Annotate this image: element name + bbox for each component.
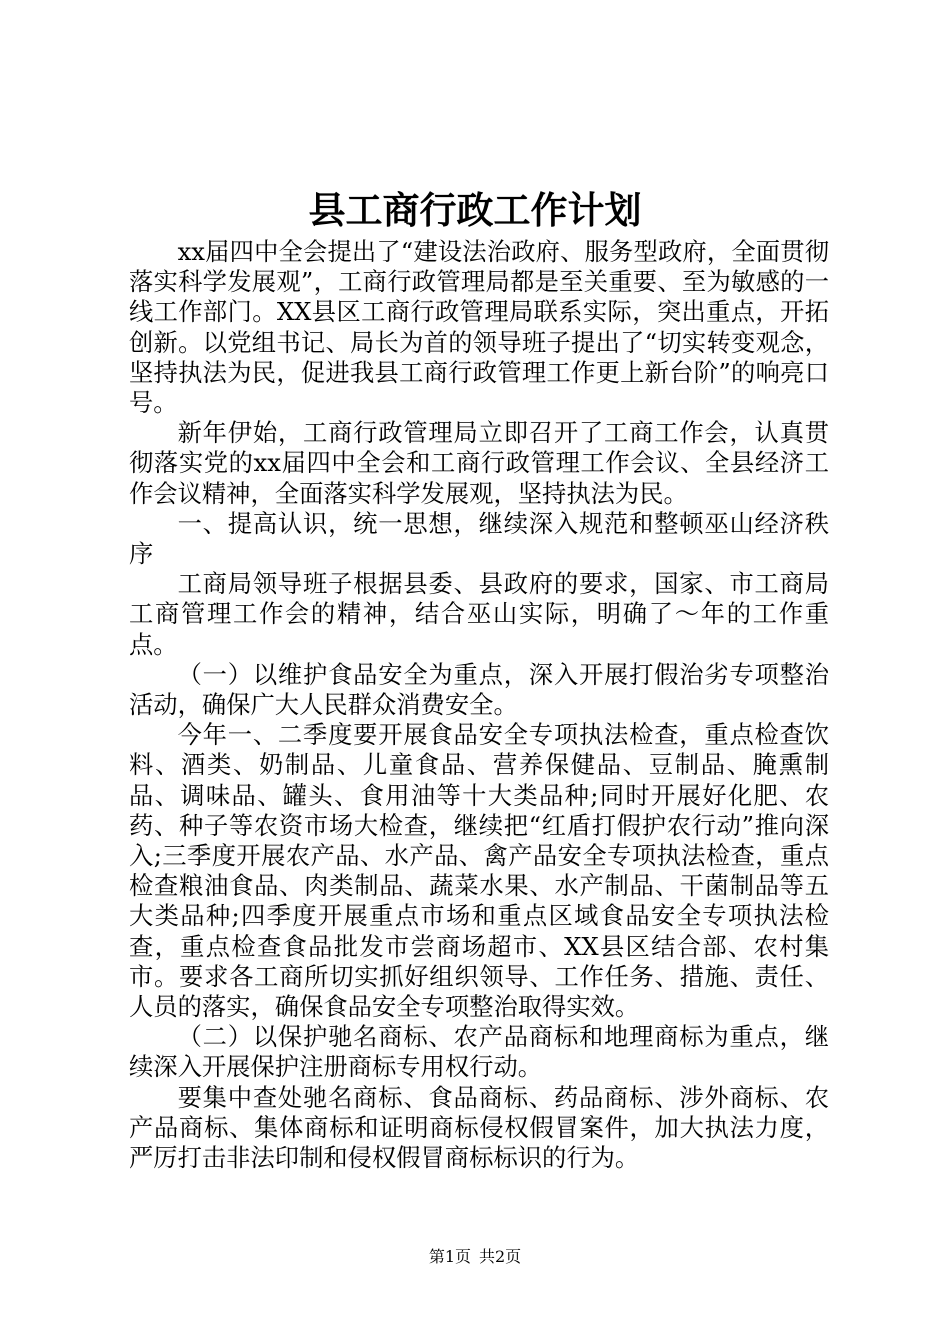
paragraph-new-year: 新年伊始，工商行政管理局立即召开了工商工作会，认真贯彻落实党的xx届四中全会和工商行政管理工作会议、全县经济工作会议精神，全面落实科学发展观，坚持执法为民。 bbox=[129, 418, 829, 508]
page-number: 第1页 bbox=[428, 1247, 471, 1266]
document-title: 县工商行政工作计划 bbox=[308, 188, 642, 232]
paragraph-intro: xx届四中全会提出了“建设法治政府、服务型政府，全面贯彻落实科学发展观”，工商行政管理局都是至关重要、至为敏感的一线工作部门。XX县区工商行政管理局联系实际，突出重点，开拓创新。以党组书记、局长为首的领导班子提出了“切实转变观念，坚持执法为民，促进我县工商行政管理工作更上新台阶”的响亮口号。 bbox=[129, 237, 829, 418]
page-total: 共2页 bbox=[479, 1247, 522, 1266]
page-footer bbox=[0, 1244, 950, 1267]
section-heading-one: 一、提高认识，统一思想，继续深入规范和整顿巫山经济秩序 bbox=[129, 508, 829, 569]
subsection-heading-trademark: （二）以保护驰名商标、农产品商标和地理商标为重点，继续深入开展保护注册商标专用权行动。 bbox=[129, 1022, 829, 1082]
document-body bbox=[129, 237, 829, 1173]
subsection-heading-food-safety: （一）以维护食品安全为重点，深入开展打假治劣专项整治活动，确保广大人民群众消费安全。 bbox=[129, 659, 829, 720]
paragraph-key-points: 工商局领导班子根据县委、县政府的要求，国家、市工商局工商管理工作会的精神，结合巫山实际，明确了～年的工作重点。 bbox=[129, 569, 829, 659]
paragraph-trademark: 要集中查处驰名商标、食品商标、药品商标、涉外商标、农产品商标、集体商标和证明商标侵权假冒案件，加大执法力度，严厉打击非法印制和侵权假冒商标标识的行为。 bbox=[129, 1082, 829, 1173]
paragraph-food-safety: 今年一、二季度要开展食品安全专项执法检查，重点检查饮料、酒类、奶制品、儿童食品、营养保健品、豆制品、腌熏制品、调味品、罐头、食用油等十大类品种;同时开展好化肥、农药、种子等农资市场大检查，继续把“红盾打假护农行动”推向深入;三季度开展农产品、水产品、禽产品安全专项执法检查，重点检查粮油食品、肉类制品、蔬菜水果、水产制品、干菌制品等五大类品种;四季度开展重点市场和重点区域食品安全专项执法检查，重点检查食品批发市尝商场超市、XX县区结合部、农村集市。要求各工商所切实抓好组织领导、工作任务、措施、责任、人员的落实，确保食品安全专项整治取得实效。 bbox=[129, 720, 829, 1022]
